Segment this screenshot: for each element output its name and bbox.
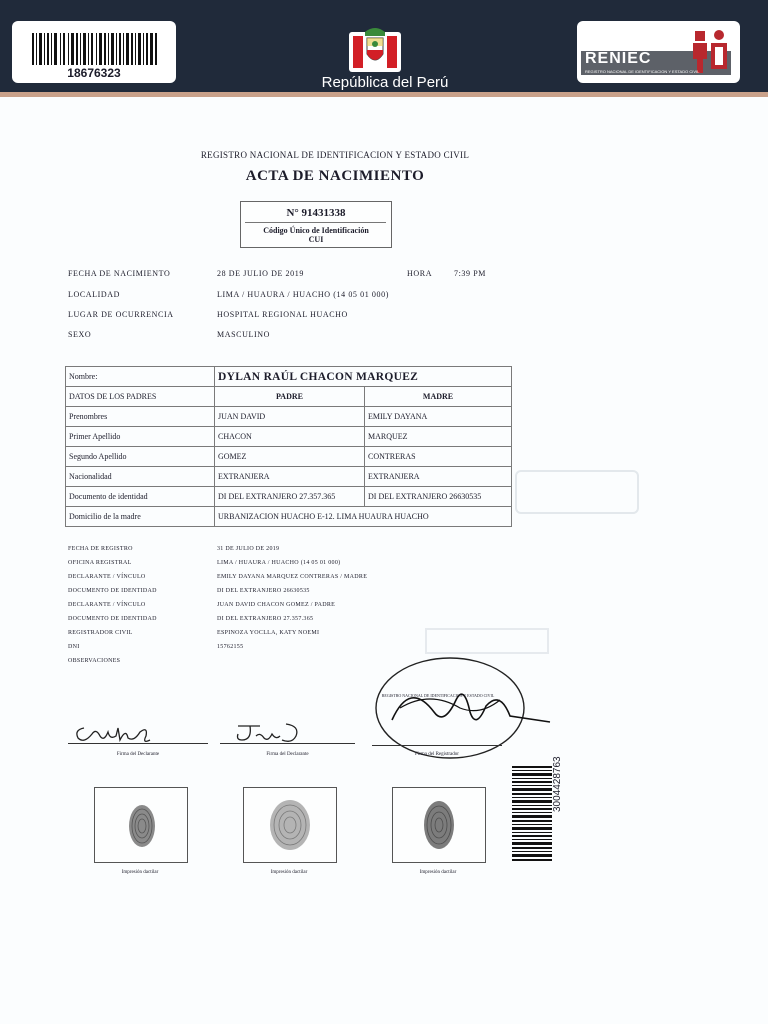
table-row <box>66 367 512 387</box>
fingerprint-icon <box>127 802 157 850</box>
registration-value: DI DEL EXTRANJERO 27.357.365 <box>217 616 314 622</box>
signature-line <box>68 743 208 744</box>
madre-cell: EMILY DAYANA <box>365 407 512 427</box>
sexo-label: SEXO <box>68 330 92 339</box>
coat-of-arms-icon <box>347 22 403 78</box>
registration-label: DECLARANTE / VÍNCULO <box>68 602 146 608</box>
barcode-vertical-number: 3004428763 <box>552 756 563 812</box>
padre-cell: CHACON <box>215 427 365 447</box>
nombre-value: DYLAN RAÚL CHACON MARQUEZ <box>215 367 512 387</box>
lugar-label: LUGAR DE OCURRENCIA <box>68 310 174 319</box>
padre-cell: JUAN DAVID <box>215 407 365 427</box>
row-label: Documento de identidad <box>66 487 215 507</box>
faint-stamp <box>515 470 639 514</box>
signature-line <box>220 743 355 744</box>
fingerprint-caption: Impresión dactilar <box>270 870 308 875</box>
barcode-vertical-icon <box>512 766 552 861</box>
seal-text: REGISTRO NACIONAL DE IDENTIFICACION Y ESTADO CIVIL <box>381 693 495 698</box>
registration-value: LIMA / HUAURA / HUACHO (14 05 01 000) <box>217 560 341 566</box>
table-row <box>66 507 512 527</box>
signature-caption: Firma del Registrador <box>415 752 459 757</box>
reniec-subtext: REGISTRO NACIONAL DE IDENTIFICACION Y ESTADO CIVIL <box>585 69 700 74</box>
fecha-nacimiento-value: 28 DE JULIO DE 2019 <box>217 269 304 278</box>
table-row <box>66 447 512 467</box>
padre-cell: GOMEZ <box>215 447 365 467</box>
nombre-label: Nombre: <box>66 367 215 387</box>
cui-divider <box>245 222 386 223</box>
cui-abbrev: CUI <box>308 235 324 244</box>
barcode-card <box>12 21 176 83</box>
fingerprint-icon <box>268 798 312 852</box>
fingerprint-caption: Impresión dactilar <box>121 870 159 875</box>
fecha-nacimiento-label: FECHA DE NACIMIENTO <box>68 269 171 278</box>
registration-value: ESPINOZA YOCLLA, KATY NOEMI <box>217 630 320 636</box>
fingerprint-box <box>392 787 486 863</box>
domicilio-value: URBANIZACION HUACHO E-12. LIMA HUAURA HUACHO <box>215 507 512 527</box>
registration-label: OFICINA REGISTRAL <box>68 560 132 566</box>
reniec-logo <box>577 21 740 83</box>
padre-cell: EXTRANJERA <box>215 467 365 487</box>
signature-caption: Firma del Declarante <box>116 752 160 757</box>
barcode-number: 18676323 <box>67 66 121 80</box>
registration-value: EMILY DAYANA MARQUEZ CONTRERAS / MADRE <box>217 574 368 580</box>
madre-cell: CONTRERAS <box>365 447 512 467</box>
localidad-label: LOCALIDAD <box>68 290 121 299</box>
madre-cell: MARQUEZ <box>365 427 512 447</box>
padres-label: DATOS DE LOS PADRES <box>66 387 215 407</box>
fingerprint-caption: Impresión dactilar <box>419 870 457 875</box>
domicilio-label: Domicilio de la madre <box>66 507 215 527</box>
registry-name: REGISTRO NACIONAL DE IDENTIFICACION Y ESTADO CIVIL <box>200 150 470 160</box>
reniec-wordmark: RENIEC <box>585 50 652 67</box>
registration-value: 31 DE JULIO DE 2019 <box>217 546 280 552</box>
signature-caption: Firma del Declarante <box>266 752 309 757</box>
row-label: Nacionalidad <box>66 467 215 487</box>
registration-label: DNI <box>68 644 80 650</box>
localidad-value: LIMA / HUAURA / HUACHO (14 05 01 000) <box>217 290 389 299</box>
cui-label: Código Único de Identificación <box>263 226 369 235</box>
row-label: Prenombres <box>66 407 215 427</box>
table-row <box>66 487 512 507</box>
registration-label: OBSERVACIONES <box>68 658 121 664</box>
barcode-icon <box>30 33 160 65</box>
parents-table <box>65 366 512 527</box>
row-label: Segundo Apellido <box>66 447 215 467</box>
cui-number: N° 91431338 <box>286 207 346 219</box>
registration-label: REGISTRADOR CIVIL <box>68 630 133 636</box>
header-stripe <box>0 92 768 97</box>
registration-label: FECHA DE REGISTRO <box>68 546 133 552</box>
lugar-value: HOSPITAL REGIONAL HUACHO <box>217 310 348 319</box>
registration-value: DI DEL EXTRANJERO 26630535 <box>217 588 310 594</box>
fingerprint-box <box>243 787 337 863</box>
madre-cell: DI DEL EXTRANJERO 26630535 <box>365 487 512 507</box>
padre-cell: DI DEL EXTRANJERO 27.357.365 <box>215 487 365 507</box>
signature-line <box>372 745 502 746</box>
madre-header: MADRE <box>365 387 512 407</box>
fingerprint-icon <box>421 798 457 852</box>
family-figure-icon <box>689 25 733 75</box>
hora-label: HORA <box>407 269 433 278</box>
table-row <box>66 427 512 447</box>
hora-value: 7:39 PM <box>454 269 486 278</box>
madre-cell: EXTRANJERA <box>365 467 512 487</box>
padre-header: PADRE <box>215 387 365 407</box>
registration-label: DOCUMENTO DE IDENTIDAD <box>68 616 157 622</box>
registration-value: JUAN DAVID CHACON GOMEZ / PADRE <box>217 602 336 608</box>
table-row <box>66 387 512 407</box>
registration-label: DECLARANTE / VÍNCULO <box>68 574 146 580</box>
cui-box <box>240 201 392 248</box>
table-row <box>66 407 512 427</box>
fingerprint-box <box>94 787 188 863</box>
table-row <box>66 467 512 487</box>
row-label: Primer Apellido <box>66 427 215 447</box>
registration-label: DOCUMENTO DE IDENTIDAD <box>68 588 157 594</box>
page-title: ACTA DE NACIMIENTO <box>245 168 425 184</box>
registration-value: 15762155 <box>217 644 244 650</box>
sexo-value: MASCULINO <box>217 330 270 339</box>
country-label: República del Perú <box>321 74 449 91</box>
